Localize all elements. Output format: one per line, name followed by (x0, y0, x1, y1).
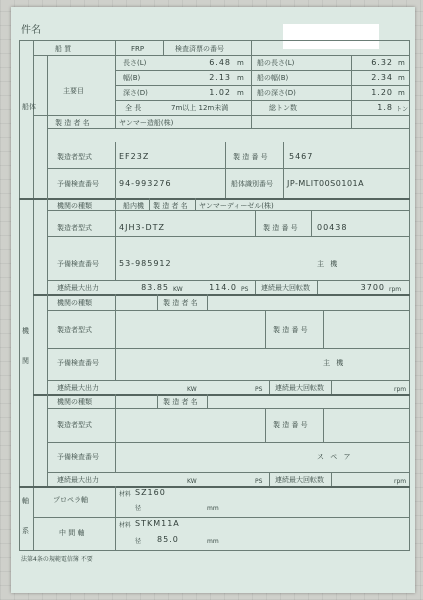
engine2-maker-label: 製 造 者 名 (163, 299, 198, 307)
engine2-rpm-unit: rpm (394, 386, 407, 393)
engine-col-line (269, 380, 270, 394)
engine1-type-label: 機関の種類 (57, 202, 92, 210)
tonnage-label: 総トン数 (269, 104, 297, 112)
shaft-section-label-1: 軸 (22, 497, 29, 505)
certificate-paper (11, 7, 415, 593)
prop-material-label: 材料 (119, 491, 132, 498)
prop-unit: mm (207, 505, 219, 512)
hull-engine-divider (19, 198, 410, 200)
engine-col-line (331, 472, 332, 486)
ship-depth-value: 1.20 (371, 88, 393, 97)
engine1-maker-value: ヤンマーディーゼル(株) (199, 202, 274, 210)
prop-shaft-label: プロペラ軸 (53, 496, 88, 504)
frame-top (19, 40, 410, 41)
mid-dia-value: 85.0 (157, 535, 179, 544)
hull-pre-inspect-value: 94-993276 (119, 179, 172, 188)
prop-material-value: SZ160 (135, 488, 166, 497)
mid-unit: mm (207, 538, 219, 545)
engine3-rpm-unit: rpm (394, 478, 407, 485)
shaft-col-line (115, 486, 116, 550)
hull-id-value: JP-MLIT00S0101A (287, 179, 365, 188)
redaction-box (283, 24, 379, 49)
inspection-no-label: 検査済票の番号 (175, 45, 224, 53)
unit-m: m (237, 59, 244, 67)
ship-length-value: 6.32 (371, 58, 393, 67)
engine1-model-label: 製造者型式 (57, 224, 92, 232)
engine3-rpm-label: 連続最大回転数 (275, 476, 324, 484)
hull-col-line (47, 55, 48, 128)
unit-m: m (237, 89, 244, 97)
hull-maker-value: ヤンマー造船(株) (119, 119, 174, 127)
engine-col-line (115, 198, 116, 210)
hull-id-label: 船体識別番号 (231, 180, 273, 188)
hull-model-value: EF23Z (119, 152, 150, 161)
engine1-rpm-unit: rpm (389, 286, 402, 293)
engine3-serial-label: 製 造 番 号 (273, 421, 308, 429)
hull-pre-inspect-label: 予備検査番号 (57, 180, 99, 188)
engine-col-line (47, 294, 48, 394)
unit-m: m (398, 74, 405, 82)
engine1-model-value: 4JH3-DTZ (119, 223, 165, 232)
hull-section-label: 船体 (22, 103, 36, 111)
engine-row-line (47, 280, 409, 281)
material-label: 船 質 (55, 45, 72, 53)
engine2-kw-unit: KW (187, 386, 197, 393)
engine3-pre-inspect-label: 予備検査番号 (57, 453, 99, 461)
engine1-ps-unit: PS (241, 286, 249, 293)
overall-value: 7m以上 12m未満 (171, 104, 229, 112)
engine-block-divider (33, 394, 410, 396)
frame-left (19, 40, 20, 550)
mid-shaft-label: 中 間 軸 (59, 529, 85, 537)
hull-row-line (115, 100, 409, 101)
engine1-rpm-label: 連続最大回転数 (261, 284, 310, 292)
engine-row-line (47, 442, 409, 443)
hull-col-line (225, 142, 226, 198)
engine1-kw-unit: KW (173, 286, 183, 293)
engine-col-line (331, 380, 332, 394)
engine-col-line (157, 394, 158, 408)
engine3-output-label: 連続最大出力 (57, 476, 99, 484)
shaft-row-line (33, 517, 409, 518)
engine2-rpm-label: 連続最大回転数 (275, 384, 324, 392)
engine1-kw-value: 83.85 (141, 283, 169, 292)
mid-dia-label: 径 (135, 538, 142, 545)
unit-m: m (398, 89, 405, 97)
engine2-role-value: 主 機 (323, 359, 346, 367)
hull-row-line (47, 128, 409, 129)
engine-col-line (115, 294, 116, 310)
shaft-section-label-2: 系 (22, 527, 29, 535)
engine1-rpm-value: 3700 (360, 283, 385, 292)
engine2-pre-inspect-label: 予備検査番号 (57, 359, 99, 367)
engine1-type-value: 船内機 (123, 202, 144, 210)
engine-col-line (195, 198, 196, 210)
engine-col-line (255, 280, 256, 294)
engine-row-line (47, 210, 409, 211)
hull-col-line (283, 142, 284, 198)
engine-col-line (317, 280, 318, 294)
engine-col-line (115, 408, 116, 472)
engine-col-line (207, 294, 208, 310)
engine2-output-label: 連続最大出力 (57, 384, 99, 392)
engine-col-line (265, 310, 266, 348)
footer-note: 法第4条の規範電信簿 不要 (21, 556, 93, 563)
engine3-model-label: 製造者型式 (57, 421, 92, 429)
engine-col-line (269, 472, 270, 486)
mid-material-value: STKM11A (135, 519, 180, 528)
engine-col-line (323, 408, 324, 442)
hull-serial-label: 製 造 番 号 (233, 153, 268, 161)
engine-row-line (47, 408, 409, 409)
engine1-pre-inspect-label: 予備検査番号 (57, 260, 99, 268)
ship-breadth-value: 2.34 (371, 73, 393, 82)
engine-row-line (47, 348, 409, 349)
frame-bottom (19, 550, 410, 551)
breadth-value: 2.13 (209, 73, 231, 82)
engine-col-line (311, 210, 312, 236)
tonnage-unit: トン (396, 106, 409, 113)
engine2-model-label: 製造者型式 (57, 326, 92, 334)
hull-serial-value: 5467 (289, 152, 314, 161)
engine-row-line (47, 310, 409, 311)
engine3-type-label: 機関の種類 (57, 398, 92, 406)
engine1-serial-label: 製 造 番 号 (263, 224, 298, 232)
unit-m: m (237, 74, 244, 82)
engine2-serial-label: 製 造 番 号 (273, 326, 308, 334)
engine-col-line (115, 210, 116, 280)
mid-material-label: 材料 (119, 522, 132, 529)
engine-col-line (157, 294, 158, 310)
engine-row-line (47, 472, 409, 473)
engine-col-line (265, 408, 266, 442)
depth-value: 1.02 (209, 88, 231, 97)
engine1-output-label: 連続最大出力 (57, 284, 99, 292)
hull-row-line (115, 70, 409, 71)
engine-col-line (115, 394, 116, 408)
hull-col-line (47, 128, 48, 198)
hull-row-line (47, 168, 409, 169)
engine3-kw-unit: KW (187, 478, 197, 485)
engine3-ps-unit: PS (255, 478, 263, 485)
tonnage-value: 1.8 (377, 103, 393, 112)
hull-row-line (33, 55, 409, 56)
engine-col-line (207, 394, 208, 408)
engine1-pre-inspect-value: 53-985912 (119, 259, 172, 268)
engine-shaft-divider (19, 486, 410, 488)
engine-section-label-1: 機 (22, 327, 29, 335)
engine-col-line (149, 198, 150, 210)
depth-label: 深さ(D) (123, 89, 148, 97)
engine1-maker-label: 製 造 者 名 (153, 202, 188, 210)
ship-depth-label: 船の深さ(D) (257, 89, 296, 97)
main-dims-label: 主要目 (63, 87, 84, 95)
engine2-type-label: 機関の種類 (57, 299, 92, 307)
hull-maker-label: 製 造 者 名 (55, 119, 90, 127)
engine-block-divider (33, 294, 410, 296)
length-label: 長さ(L) (123, 59, 147, 67)
engine1-serial-value: 00438 (317, 223, 348, 232)
engine-col-line (115, 310, 116, 380)
engine-section-label-2: 関 (22, 357, 29, 365)
engine1-role-value: 主 機 (317, 260, 340, 268)
engine-col-line (323, 310, 324, 348)
engine-row-line (47, 236, 409, 237)
engine-col-line (255, 210, 256, 236)
engine2-ps-unit: PS (255, 386, 263, 393)
material-value: FRP (131, 45, 145, 53)
breadth-label: 幅(B) (123, 74, 141, 82)
hull-col-line (163, 40, 164, 55)
hull-col-line (115, 142, 116, 198)
engine3-role-value: ス ペ ア (317, 453, 353, 461)
engine1-ps-value: 114.0 (209, 283, 237, 292)
ship-breadth-label: 船の幅(B) (257, 74, 289, 82)
hull-row-line (33, 115, 409, 116)
engine3-maker-label: 製 造 者 名 (163, 398, 198, 406)
doc-title: 件名 (21, 25, 41, 36)
unit-m: m (398, 59, 405, 67)
overall-label: 全 長 (125, 104, 142, 112)
length-value: 6.48 (209, 58, 231, 67)
prop-dia-label: 径 (135, 505, 142, 512)
engine-row-line (47, 380, 409, 381)
hull-model-label: 製造者型式 (57, 153, 92, 161)
ship-length-label: 船の長さ(L) (257, 59, 295, 67)
hull-row-line (115, 85, 409, 86)
hull-col-line (351, 55, 352, 128)
